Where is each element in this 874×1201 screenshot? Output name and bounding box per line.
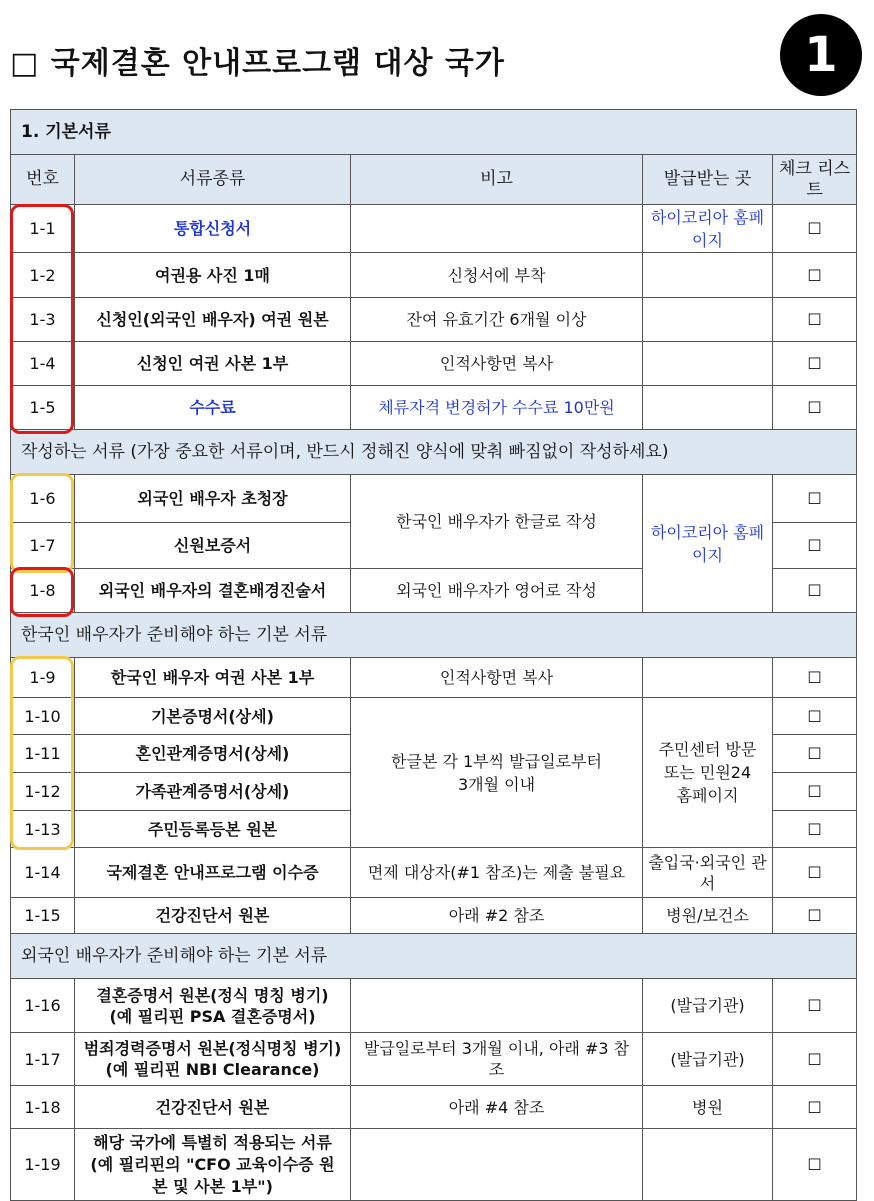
checkbox[interactable]: ☐ bbox=[773, 253, 857, 298]
checkbox[interactable]: ☐ bbox=[773, 298, 857, 342]
document-name: 여권용 사진 1매 bbox=[75, 253, 351, 298]
header-issuer: 발급받는 곳 bbox=[643, 155, 773, 205]
document-name: 건강진단서 원본 bbox=[75, 1086, 351, 1129]
document-name: 신청인 여권 사본 1부 bbox=[75, 342, 351, 386]
issuer bbox=[643, 1129, 773, 1201]
issuer: 주민센터 방문 또는 민원24 홈페이지 bbox=[643, 698, 773, 848]
table-row bbox=[11, 298, 857, 342]
issuer bbox=[643, 253, 773, 298]
section-korean-spouse-docs: 한국인 배우자가 준비해야 하는 기본 서류 bbox=[11, 613, 857, 658]
checkbox[interactable]: ☐ bbox=[773, 848, 857, 898]
header-document: 서류종류 bbox=[75, 155, 351, 205]
document-name: 해당 국가에 특별히 적용되는 서류 (예 필리핀의 "CFO 교육이수증 원본 및 사본 1부") bbox=[75, 1129, 351, 1201]
note: 한글본 각 1부씩 발급일로부터 3개월 이내 bbox=[351, 698, 643, 848]
row-number: 1-3 bbox=[11, 298, 75, 342]
section-written-docs: 작성하는 서류 (가장 중요한 서류이며, 반드시 정해진 양식에 맞춰 빠짐없이 작성하세요) bbox=[11, 430, 857, 475]
checkbox[interactable]: ☐ bbox=[773, 979, 857, 1033]
header-note: 비고 bbox=[351, 155, 643, 205]
section-foreign-spouse-docs: 외국인 배우자가 준비해야 하는 기본 서류 bbox=[11, 934, 857, 979]
note: 인적사항면 복사 bbox=[351, 658, 643, 698]
issuer: 병원/보건소 bbox=[643, 898, 773, 934]
document-name: 국제결혼 안내프로그램 이수증 bbox=[75, 848, 351, 898]
note: 아래 #4 참조 bbox=[351, 1086, 643, 1129]
table-row bbox=[11, 253, 857, 298]
row-number: 1-15 bbox=[11, 898, 75, 934]
issuer: 출입국·외국인 관서 bbox=[643, 848, 773, 898]
checkbox[interactable]: ☐ bbox=[773, 1129, 857, 1201]
document-name: 외국인 배우자 초청장 bbox=[75, 475, 351, 523]
note bbox=[351, 979, 643, 1033]
row-number: 1-19 bbox=[11, 1129, 75, 1201]
document-name: 주민등록등본 원본 bbox=[75, 811, 351, 848]
table-row bbox=[11, 1033, 857, 1086]
document-name: 건강진단서 원본 bbox=[75, 898, 351, 934]
issuer: 하이코리아 홈페이지 bbox=[643, 205, 773, 253]
document-name: 외국인 배우자의 결혼배경진술서 bbox=[75, 569, 351, 613]
document-name: 수수료 bbox=[75, 386, 351, 430]
page-number-badge: 1 bbox=[780, 14, 862, 96]
section-basic-docs: 1. 기본서류 bbox=[11, 110, 857, 155]
issuer bbox=[643, 342, 773, 386]
table-row bbox=[11, 658, 857, 698]
table-row bbox=[11, 698, 857, 735]
table-row bbox=[11, 898, 857, 934]
table-row bbox=[11, 475, 857, 523]
header-checklist: 체크 리스트 bbox=[773, 155, 857, 205]
note: 신청서에 부착 bbox=[351, 253, 643, 298]
issuer: (발급기관) bbox=[643, 1033, 773, 1086]
table-row bbox=[11, 1086, 857, 1129]
document-name: 범죄경력증명서 원본(정식명칭 병기)(예 필리핀 NBI Clearance) bbox=[75, 1033, 351, 1086]
note: 인적사항면 복사 bbox=[351, 342, 643, 386]
document-name: 결혼증명서 원본(정식 명칭 병기) (예 필리핀 PSA 결혼증명서) bbox=[75, 979, 351, 1033]
note: 한국인 배우자가 한글로 작성 bbox=[351, 475, 643, 569]
issuer: 하이코리아 홈페이지 bbox=[643, 475, 773, 613]
checkbox[interactable]: ☐ bbox=[773, 735, 857, 773]
note: 발급일로부터 3개월 이내, 아래 #3 참조 bbox=[351, 1033, 643, 1086]
table-row bbox=[11, 205, 857, 253]
document-name: 한국인 배우자 여권 사본 1부 bbox=[75, 658, 351, 698]
checkbox[interactable]: ☐ bbox=[773, 811, 857, 848]
table-row bbox=[11, 386, 857, 430]
row-number: 1-16 bbox=[11, 979, 75, 1033]
checkbox[interactable]: ☐ bbox=[773, 773, 857, 811]
row-number: 1-18 bbox=[11, 1086, 75, 1129]
row-number: 1-4 bbox=[11, 342, 75, 386]
issuer bbox=[643, 298, 773, 342]
checkbox[interactable]: ☐ bbox=[773, 342, 857, 386]
checkbox[interactable]: ☐ bbox=[773, 698, 857, 735]
row-number: 1-13 bbox=[11, 811, 75, 848]
table-row bbox=[11, 342, 857, 386]
issuer bbox=[643, 658, 773, 698]
row-number: 1-14 bbox=[11, 848, 75, 898]
checkbox[interactable]: ☐ bbox=[773, 1033, 857, 1086]
row-number: 1-7 bbox=[11, 523, 75, 569]
document-name: 통합신청서 bbox=[75, 205, 351, 253]
table-header bbox=[11, 155, 857, 205]
checkbox[interactable]: ☐ bbox=[773, 658, 857, 698]
note: 잔여 유효기간 6개월 이상 bbox=[351, 298, 643, 342]
document-name: 기본증명서(상세) bbox=[75, 698, 351, 735]
table-row bbox=[11, 1129, 857, 1201]
row-number: 1-6 bbox=[11, 475, 75, 523]
checkbox[interactable]: ☐ bbox=[773, 475, 857, 523]
issuer bbox=[643, 386, 773, 430]
row-number: 1-11 bbox=[11, 735, 75, 773]
document-checklist-table bbox=[10, 109, 857, 1201]
row-number: 1-12 bbox=[11, 773, 75, 811]
issuer: 병원 bbox=[643, 1086, 773, 1129]
issuer: (발급기관) bbox=[643, 979, 773, 1033]
row-number: 1-2 bbox=[11, 253, 75, 298]
document-name: 신원보증서 bbox=[75, 523, 351, 569]
checkbox[interactable]: ☐ bbox=[773, 205, 857, 253]
note bbox=[351, 205, 643, 253]
checkbox[interactable]: ☐ bbox=[773, 569, 857, 613]
document-name: 신청인(외국인 배우자) 여권 원본 bbox=[75, 298, 351, 342]
note: 체류자격 변경허가 수수료 10만원 bbox=[351, 386, 643, 430]
document-name: 가족관계증명서(상세) bbox=[75, 773, 351, 811]
row-number: 1-8 bbox=[11, 569, 75, 613]
row-number: 1-1 bbox=[11, 205, 75, 253]
checkbox[interactable]: ☐ bbox=[773, 1086, 857, 1129]
row-number: 1-9 bbox=[11, 658, 75, 698]
note: 면제 대상자(#1 참조)는 제출 불필요 bbox=[351, 848, 643, 898]
row-number: 1-5 bbox=[11, 386, 75, 430]
document-name: 혼인관계증명서(상세) bbox=[75, 735, 351, 773]
table-row bbox=[11, 848, 857, 898]
checkbox[interactable]: ☐ bbox=[773, 898, 857, 934]
note: 외국인 배우자가 영어로 작성 bbox=[351, 569, 643, 613]
checkbox[interactable]: ☐ bbox=[773, 523, 857, 569]
page-title: □ 국제결혼 안내프로그램 대상 국가 bbox=[10, 46, 505, 81]
row-number: 1-17 bbox=[11, 1033, 75, 1086]
note: 아래 #2 참조 bbox=[351, 898, 643, 934]
checkbox[interactable]: ☐ bbox=[773, 386, 857, 430]
note bbox=[351, 1129, 643, 1201]
table-row bbox=[11, 979, 857, 1033]
header-number: 번호 bbox=[11, 155, 75, 205]
row-number: 1-10 bbox=[11, 698, 75, 735]
